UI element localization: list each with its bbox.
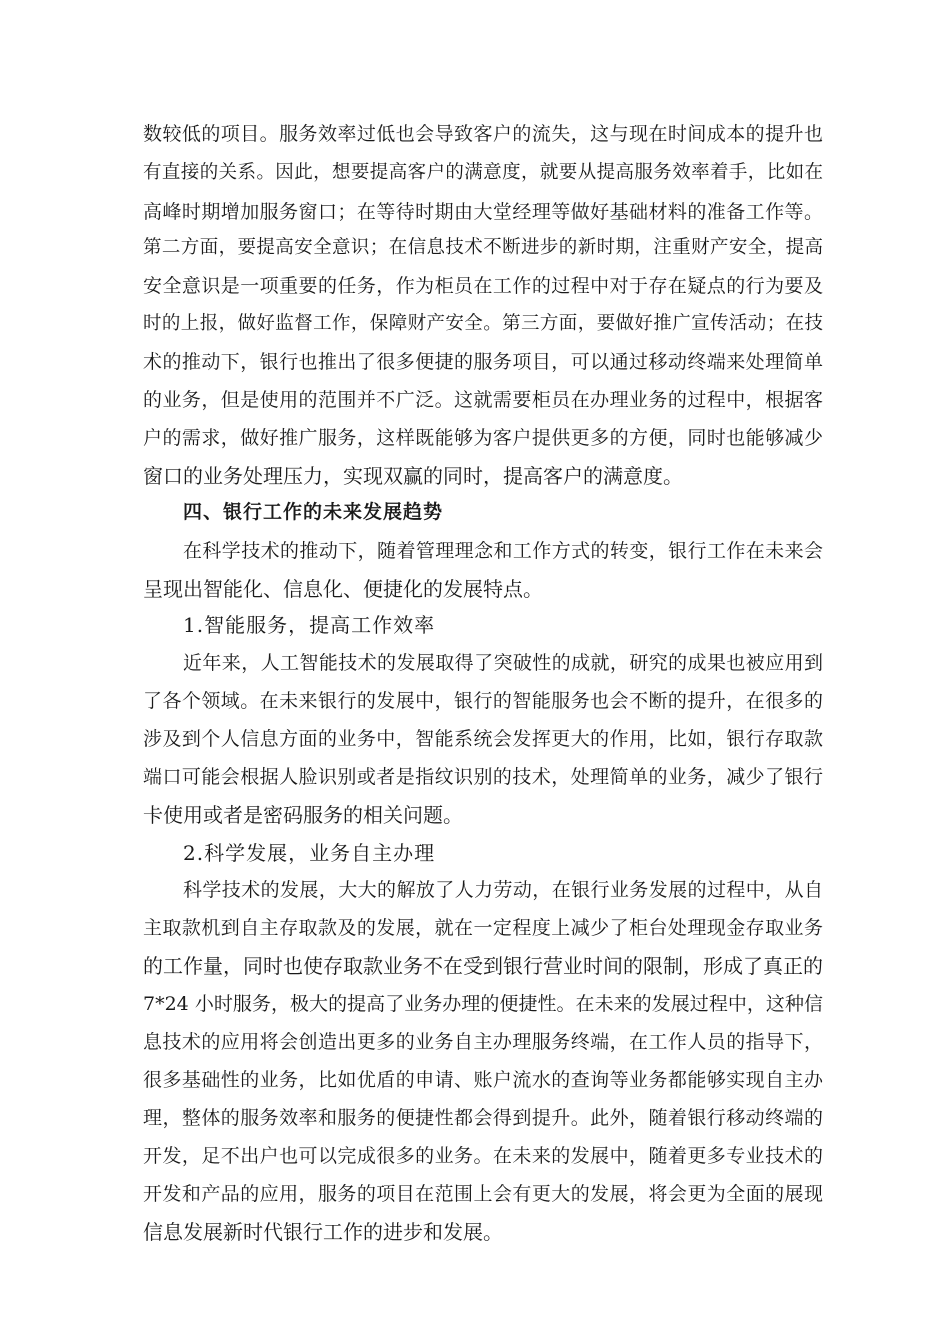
paragraph-line: 涉及到个人信息方面的业务中，智能系统会发挥更大的作用，比如，银行存取款 xyxy=(143,728,823,750)
paragraph-line: 第二方面，要提高安全意识；在信息技术不断进步的新时期，注重财产安全，提高 xyxy=(143,237,823,258)
paragraph-line: 有直接的关系。因此，想要提高客户的满意度，就要从提高服务效率着手，比如在 xyxy=(143,162,823,183)
paragraph-line: 近年来，人工智能技术的发展取得了突破性的成就，研究的成果也被应用到 xyxy=(183,652,823,674)
paragraph-line: 卡使用或者是密码服务的相关问题。 xyxy=(143,803,463,827)
paragraph-line: 科学技术的发展，大大的解放了人力劳动，在银行业务发展的过程中，从自 xyxy=(183,879,823,901)
paragraph-line: 呈现出智能化、信息化、便捷化的发展特点。 xyxy=(143,577,543,601)
paragraph-line: 开发和产品的应用，服务的项目在范围上会有更大的发展，将会更为全面的展现 xyxy=(143,1183,823,1205)
paragraph-line: 了各个领域。在未来银行的发展中，银行的智能服务也会不断的提升，在很多的 xyxy=(143,690,823,712)
subsection-heading: 2.科学发展，业务自主办理 xyxy=(183,841,436,865)
paragraph-line: 在科学技术的推动下，随着管理理念和工作方式的转变，银行工作在未来会 xyxy=(183,540,823,562)
paragraph-line: 息技术的应用将会创造出更多的业务自主办理服务终端，在工作人员的指导下， xyxy=(143,1031,823,1053)
paragraph-line: 开发，足不出户也可以完成很多的业务。在未来的发展中，随着更多专业技术的 xyxy=(143,1145,823,1167)
paragraph-line: 信息发展新时代银行工作的进步和发展。 xyxy=(143,1220,503,1244)
paragraph-line: 安全意识是一项重要的任务，作为柜员在工作的过程中对于存在疑点的行为要及 xyxy=(143,275,823,297)
paragraph-line: 户的需求，做好推广服务，这样既能够为客户提供更多的方便，同时也能够减少 xyxy=(143,427,823,449)
paragraph-line: 的业务，但是使用的范围并不广泛。这就需要柜员在办理业务的过程中，根据客 xyxy=(143,389,823,411)
paragraph-line: 主取款机到自主存取款及的发展，就在一定程度上减少了柜台处理现金存取业务 xyxy=(143,917,823,939)
section-heading: 四、银行工作的未来发展趋势 xyxy=(183,501,444,523)
paragraph-line: 理，整体的服务效率和服务的便捷性都会得到提升。此外，随着银行移动终端的 xyxy=(143,1107,823,1129)
paragraph-line: 高峰时期增加服务窗口；在等待时期由大堂经理等做好基础材料的准备工作等。 xyxy=(143,201,823,223)
paragraph-line: 窗口的业务处理压力，实现双赢的同时，提高客户的满意度。 xyxy=(143,464,683,488)
paragraph-line: 数较低的项目。服务效率过低也会导致客户的流失，这与现在时间成本的提升也 xyxy=(143,123,823,145)
paragraph-line: 端口可能会根据人脸识别或者是指纹识别的技术，处理简单的业务，减少了银行 xyxy=(143,766,823,788)
paragraph-line: 时的上报，做好监督工作，保障财产安全。第三方面，要做好推广宣传活动；在技 xyxy=(143,313,823,334)
subsection-heading: 1.智能服务，提高工作效率 xyxy=(183,613,436,637)
paragraph-line: 术的推动下，银行也推出了很多便捷的服务项目，可以通过移动终端来处理简单 xyxy=(143,351,823,373)
paragraph-line: 的工作量，同时也使存取款业务不在受到银行营业时间的限制，形成了真正的 xyxy=(143,954,823,978)
paragraph-line: 很多基础性的业务，比如优盾的申请、账户流水的查询等业务都能够实现自主办 xyxy=(143,1069,823,1091)
paragraph-line: 7*24 小时服务，极大的提高了业务办理的便捷性。在未来的发展过程中，这种信 xyxy=(143,993,823,1015)
